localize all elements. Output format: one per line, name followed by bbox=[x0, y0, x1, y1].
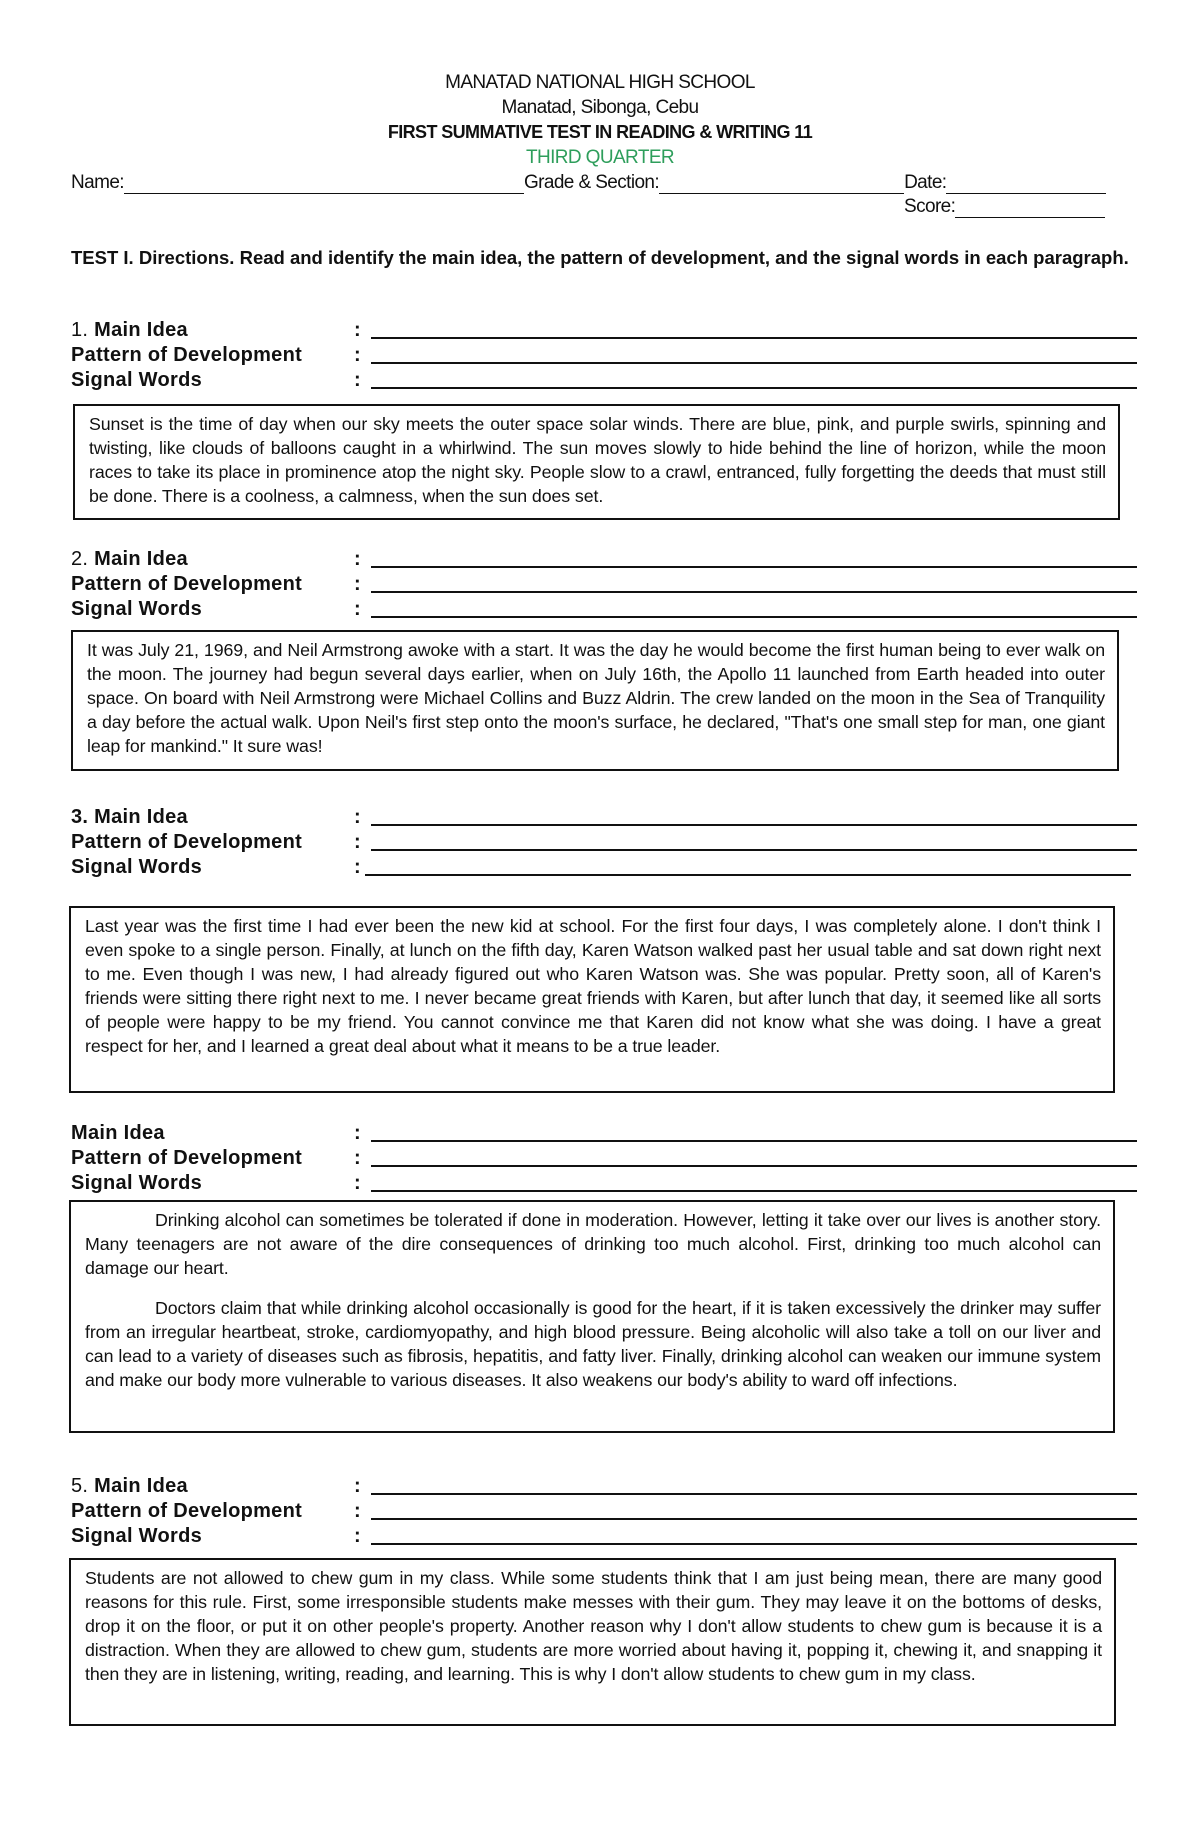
main-idea-label: Main Idea bbox=[94, 1475, 188, 1497]
signal-words-answer-line[interactable] bbox=[371, 616, 1137, 618]
main-idea-label: Main Idea bbox=[94, 319, 188, 341]
passage-3: Last year was the first time I had ever been the new kid at school. For the first four days, I was completely alone. I don't think I even spoke to a single person. Finally, at lunch on the fifth day, Karen Watson walked past her usual table and sat down right next to me. Even though I was new, I had already figured out who Karen Watson was. She was popular. Pretty soon, all of Karen's friends were sitting there right next to me. I never became great friends with Karen, but after lunch that day, it seemed like all sorts of people were happy to be my friend. You cannot convince me that Karen did not know what she was doing. I have a great respect for her, and I learned a great deal about what it means to be a true leader. bbox=[69, 906, 1115, 1093]
pattern-answer-line[interactable] bbox=[371, 1518, 1137, 1520]
signal-words-answer-line[interactable] bbox=[371, 387, 1137, 389]
main-idea-answer-line[interactable] bbox=[371, 1493, 1137, 1495]
signal-words-label: Signal Words bbox=[71, 598, 203, 620]
main-idea-label: Main Idea bbox=[94, 548, 188, 570]
item-number: 2. bbox=[71, 548, 89, 570]
main-idea-label: Main Idea bbox=[94, 806, 188, 828]
pattern-answer-line[interactable] bbox=[371, 591, 1137, 593]
date-field[interactable] bbox=[946, 173, 1106, 194]
item-number: 3. bbox=[71, 806, 89, 828]
pattern-answer-line[interactable] bbox=[371, 362, 1137, 364]
signal-words-label: Signal Words bbox=[71, 1525, 203, 1547]
document-header bbox=[0, 70, 1200, 170]
question-1: 1. Main Idea : Pattern of Development : Signal Words : bbox=[71, 318, 1131, 393]
main-idea-answer-line[interactable] bbox=[371, 1140, 1137, 1142]
directions: TEST I. Directions. Read and identify the main idea, the pattern of development, and the signal words in each paragraph. bbox=[71, 247, 1129, 268]
question-4: Main Idea : Pattern of Development : Signal Words : bbox=[71, 1121, 1131, 1196]
signal-words-answer-line[interactable] bbox=[365, 874, 1131, 876]
question-3: 3. Main Idea : Pattern of Development : Signal Words : bbox=[71, 805, 1131, 880]
question-2: 2. Main Idea : Pattern of Development : Signal Words : bbox=[71, 547, 1131, 622]
main-idea-answer-line[interactable] bbox=[371, 824, 1137, 826]
pattern-label: Pattern of Development bbox=[71, 344, 303, 366]
grade-section-label: Grade & Section: bbox=[523, 172, 660, 193]
student-info-line bbox=[71, 172, 1106, 194]
name-label: Name: bbox=[71, 172, 124, 193]
score-field[interactable] bbox=[955, 197, 1105, 218]
signal-words-label: Signal Words bbox=[71, 1172, 203, 1194]
pattern-label: Pattern of Development bbox=[71, 1500, 303, 1522]
pattern-answer-line[interactable] bbox=[371, 849, 1137, 851]
pattern-label: Pattern of Development bbox=[71, 831, 303, 853]
passage-5: Students are not allowed to chew gum in my class. While some students think that I am just being mean, there are many good reasons for this rule. First, some irresponsible students make messes with their gum. They may leave it on the bottoms of desks, drop it on the floor, or put it on other people's property. Another reason why I don't allow students to chew gum is because it is a distraction. When they are allowed to chew gum, students are more worried about having it, popping it, chewing it, and snapping it then they are in listening, writing, reading, and learning. This is why I don't allow students to chew gum in my class. bbox=[69, 1558, 1116, 1726]
grade-section-field[interactable] bbox=[659, 173, 904, 194]
score-label: Score: bbox=[904, 196, 956, 217]
name-field[interactable] bbox=[124, 173, 524, 194]
main-idea-label: Main Idea bbox=[71, 1122, 165, 1144]
item-number: 1. bbox=[71, 319, 89, 341]
passage-1: Sunset is the time of day when our sky meets the outer space solar winds. There are blue, pink, and purple swirls, spinning and twisting, like clouds of balloons caught in a whirlwind. The sun moves slowly to hide behind the line of horizon, while the moon races to take its place in prominence atop the night sky. People slow to a crawl, entranced, fully forgetting the deeds that must still be done. There is a coolness, a calmness, when the sun does set. bbox=[73, 404, 1120, 520]
pattern-label: Pattern of Development bbox=[71, 573, 303, 595]
signal-words-answer-line[interactable] bbox=[371, 1190, 1137, 1192]
signal-words-label: Signal Words bbox=[71, 856, 203, 878]
pattern-answer-line[interactable] bbox=[371, 1165, 1137, 1167]
main-idea-answer-line[interactable] bbox=[371, 337, 1137, 339]
passage-2: It was July 21, 1969, and Neil Armstrong awoke with a start. It was the day he would become the first human being to ever walk on the moon. The journey had begun several days earlier, when on July 16th, the Apollo 11 launched from Earth headed into outer space. On board with Neil Armstrong were Michael Collins and Buzz Aldrin. The crew landed on the moon in the Sea of Tranquility a day before the actual walk. Upon Neil's first step onto the moon's surface, he declared, "That's one small step for man, one giant leap for mankind." It sure was! bbox=[71, 630, 1119, 771]
quarter-label: THIRD QUARTER bbox=[525, 147, 675, 168]
score-line bbox=[904, 196, 1105, 218]
date-label: Date: bbox=[904, 172, 947, 193]
school-address: Manatad, Sibonga, Cebu bbox=[501, 97, 699, 118]
question-5: 5. Main Idea : Pattern of Development : Signal Words : bbox=[71, 1474, 1131, 1549]
test-title: FIRST SUMMATIVE TEST IN READING & WRITING 11 bbox=[387, 122, 813, 142]
main-idea-answer-line[interactable] bbox=[371, 566, 1137, 568]
item-number: 5. bbox=[71, 1475, 89, 1497]
passage-4: Drinking alcohol can sometimes be tolerated if done in moderation. However, letting it take over our lives is another story. Many teenagers are not aware of the dire consequences of drinking too much alcohol. First, drinking too much alcohol can damage our heart. Doctors claim that while drinking alcohol occasionally is good for the heart, if it is taken excessively the drinker may suffer from an irregular heartbeat, stroke, cardiomyopathy, and high blood pressure. Being alcoholic will also take a toll on our liver and can lead to a variety of diseases such as fibrosis, hepatitis, and fatty liver. Finally, drinking alcohol can weaken our immune system and make our body more vulnerable to various diseases. It also weakens our body's ability to ward off infections. bbox=[69, 1200, 1115, 1433]
signal-words-label: Signal Words bbox=[71, 369, 203, 391]
pattern-label: Pattern of Development bbox=[71, 1147, 303, 1169]
signal-words-answer-line[interactable] bbox=[371, 1543, 1137, 1545]
school-name: MANATAD NATIONAL HIGH SCHOOL bbox=[445, 72, 755, 93]
